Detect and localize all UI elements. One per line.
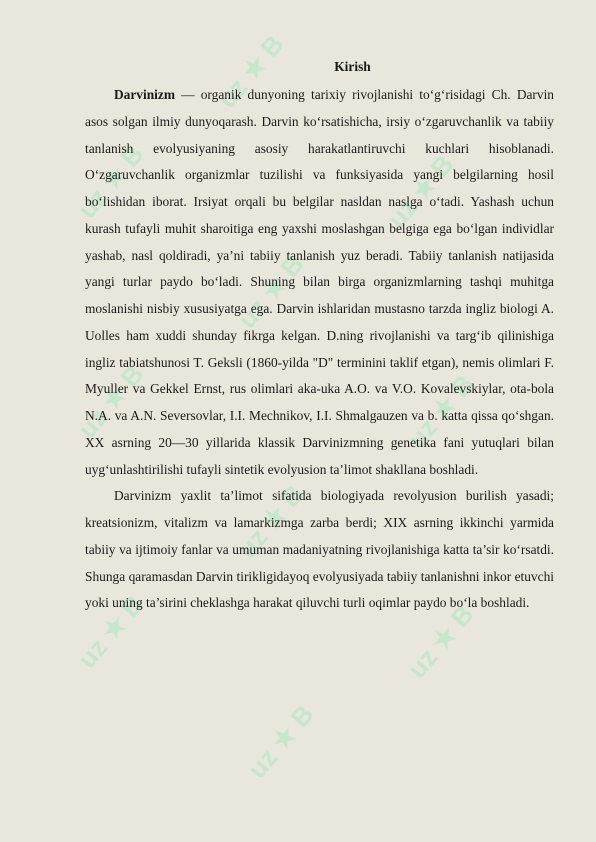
watermark-mark: uz ★ B [401, 369, 480, 454]
watermark-mark: uz ★ B [211, 29, 290, 114]
document-body [85, 54, 554, 617]
page-title: Kirish [334, 59, 371, 74]
watermark-mark: uz ★ B [71, 359, 150, 444]
intro-term: Darvinizm [114, 87, 175, 102]
watermark-mark: uz ★ B [241, 699, 320, 784]
watermark-mark: uz ★ B [401, 599, 480, 684]
paragraph-2: Darvinizm yaxlit ta’limot sifatida biologiyada revolyusion burilish yasadi; kreatsionizm, vitalizm va lamarkizmga zarba berdi; XIX asrning ikkinchi yarmida tabiiy va ijtimoiy fanlar va umuman madaniyatning rivojlanishiga katta ta’sir ko‘rsatdi. Shunga qaramasdan Darvin tirikligidayoq evolyusiyada tabiiy tanlanishni inkor etuvchi yoki uning ta’sirini cheklashga harakat qiluvchi turli oqimlar paydo bo‘la boshladi. [85, 488, 554, 611]
paragraph-1 [85, 82, 554, 483]
watermark-mark: uz ★ B [71, 589, 150, 674]
watermark-mark: uz ★ B [71, 139, 150, 224]
paragraph-1-text: — organik dunyoning tarixiy rivojlanishi to‘g‘risidagi Ch. Darvin asos solgan ilmiy dunyoqarash. Darvin ko‘rsatishicha, irsiy o‘zgaruvchanlik va tabiiy tanlanish evolyusiyaning asosiy harakatlantiruvchi kuchlari hisoblanadi. O‘zgaruvchanlik organizmlar tuzilishi va funksiyasida yangi belgilarning hosil bo‘lishidan iborat. Irsiyat orqali bu belgilar nasldan naslga o‘tadi. Yashash uchun kurash tufayli muhit sharoitiga eng yaxshi moslashgan belgiga ega bo‘lgan individlar yashab, nasl qoldiradi, ya’ni tabiiy tanlanish yuz beradi. Tabiiy tanlanish natijasida yangi turlar paydo bo‘ladi. Shuning bilan birga organizmlarning tashqi muhitga moslanishi nisbiy xususiyatga ega. Darvin ishlaridan mustasno tarzda ingliz biologi A. Uolles ham xuddi shunday fikrga kelgan. D.ning rivojlanishi va targ‘ib qilinishiga ingliz tabiatshunosi T. Geksli (1860-yilda "D" terminini taklif etgan), nemis olimlari F. Myuller va Gekkel Ernst, rus olimlari aka-uka A.O. va V.O. Kovalevskiylar, ota-bola N.A. va A.N. Seversovlar, I.I. Mechnikov, I.I. Shmalgauzen va b. katta qissa qo‘shgan. XX asrning 20—30 yillarida klassik Darvinizmning genetika fani yutuqlari bilan uyg‘unlashtirilishi tufayli sintetik evolyusion ta’limot shakllana boshladi. [85, 87, 554, 477]
watermark-mark: uz ★ B [381, 149, 460, 234]
watermark-mark: uz ★ B [231, 479, 310, 564]
watermark-mark: uz ★ B [231, 249, 310, 334]
